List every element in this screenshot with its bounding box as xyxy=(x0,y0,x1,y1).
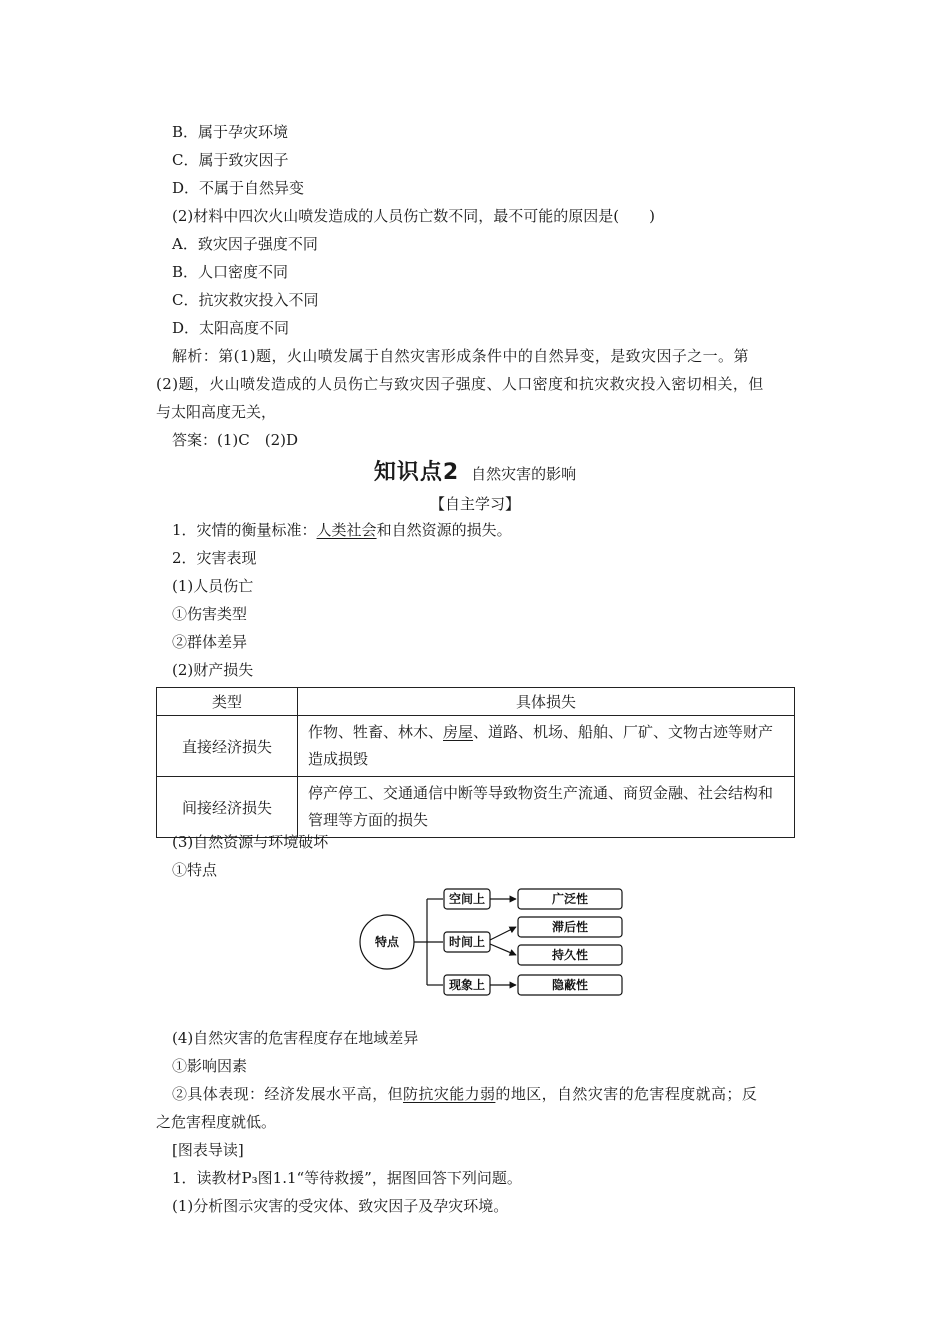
option-2b: B．人口密度不同 xyxy=(172,263,289,281)
diagram-lasting-label: 持久性 xyxy=(551,948,589,962)
item-2-1-a: ①伤害类型 xyxy=(172,605,248,623)
table-cell-type: 直接经济损失 xyxy=(157,716,298,777)
diagram-widespread-label: 广泛性 xyxy=(551,892,589,906)
question-2: (2)材料中四次火山喷发造成的人员伤亡数不同，最不可能的原因是( ) xyxy=(172,207,655,225)
diagram-lagging-label: 滞后性 xyxy=(551,920,589,934)
diagram-space-label: 空间上 xyxy=(448,892,486,906)
underlined-term: 防抗灾能力弱 xyxy=(403,1085,496,1103)
diagram-phenomenon-label: 现象上 xyxy=(448,978,486,992)
table-row xyxy=(157,777,795,838)
table-cell-type: 间接经济损失 xyxy=(157,777,298,838)
table-row xyxy=(157,716,795,777)
chart-guide-heading: [图表导读] xyxy=(172,1141,244,1159)
item-2-3-a: ①特点 xyxy=(172,861,218,879)
guide-item-1-1: (1)分析图示灾害的受灾体、致灾因子及孕灾环境。 xyxy=(172,1197,509,1215)
item-2-1: (1)人员伤亡 xyxy=(172,577,254,595)
section-subtitle: 【自主学习】 xyxy=(429,495,520,513)
option-2c: C．抗灾救灾投入不同 xyxy=(172,291,319,309)
table-header-row xyxy=(157,688,795,716)
section-title: 自然灾害的影响 xyxy=(471,465,577,483)
item-2-4-b-cont: 之危害程度就低。 xyxy=(156,1113,277,1131)
diagram-hidden-label: 隐蔽性 xyxy=(551,978,589,992)
analysis-line-3: 与太阳高度无关， xyxy=(156,403,277,421)
table-header-detail: 具体损失 xyxy=(298,688,795,716)
guide-item-1: 1．读教材P₃图1.1“等待救援”，据图回答下列问题。 xyxy=(172,1169,522,1187)
option-2d: D．太阳高度不同 xyxy=(172,319,290,337)
table-header-type: 类型 xyxy=(157,688,298,716)
diagram-root-label: 特点 xyxy=(374,935,400,949)
option-1d: D．不属于自然异变 xyxy=(172,179,305,197)
option-1c: C．属于致灾因子 xyxy=(172,151,289,169)
diagram-time-label: 时间上 xyxy=(448,935,486,949)
loss-table xyxy=(156,687,795,838)
underlined-term: 房屋 xyxy=(443,723,474,741)
section-heading xyxy=(0,455,950,486)
item-1: 1．灾情的衡量标准：人类社会和自然资源的损失。 xyxy=(172,521,512,539)
option-1b: B．属于孕灾环境 xyxy=(172,123,289,141)
analysis-line-1: 解析：第(1)题，火山喷发属于自然灾害形成条件中的自然异变，是致灾因子之一。第 xyxy=(172,347,749,365)
table-cell-detail: 停产停工、交通通信中断等导致物资生产流通、商贸金融、社会结构和管理等方面的损失 xyxy=(298,777,795,838)
features-diagram xyxy=(355,884,635,996)
item-2: 2．灾害表现 xyxy=(172,549,257,567)
item-2-4-a: ①影响因素 xyxy=(172,1057,248,1075)
table-cell-detail: 作物、牲畜、林木、房屋、道路、机场、船舶、厂矿、文物古迹等财产造成损毁 xyxy=(298,716,795,777)
item-2-4: (4)自然灾害的危害程度存在地域差异 xyxy=(172,1029,419,1047)
underlined-term: 人类社会 xyxy=(316,521,377,539)
answer-line: 答案：(1)C (2)D xyxy=(172,431,298,449)
diagram-arrow xyxy=(490,927,516,940)
item-2-4-b: ②具体表现：经济发展水平高，但防抗灾能力弱的地区，自然灾害的危害程度就高；反 xyxy=(172,1085,758,1103)
item-2-2: (2)财产损失 xyxy=(172,661,254,679)
diagram-arrow xyxy=(490,944,516,955)
section-number: 知识点2 xyxy=(373,460,460,485)
item-2-1-b: ②群体差异 xyxy=(172,633,248,651)
analysis-line-2: (2)题，火山喷发造成的人员伤亡与致灾因子强度、人口密度和抗灾救灾投入密切相关，但 xyxy=(156,375,764,393)
option-2a: A．致灾因子强度不同 xyxy=(172,235,318,253)
item-2-3: (3)自然资源与环境破坏 xyxy=(172,833,329,851)
